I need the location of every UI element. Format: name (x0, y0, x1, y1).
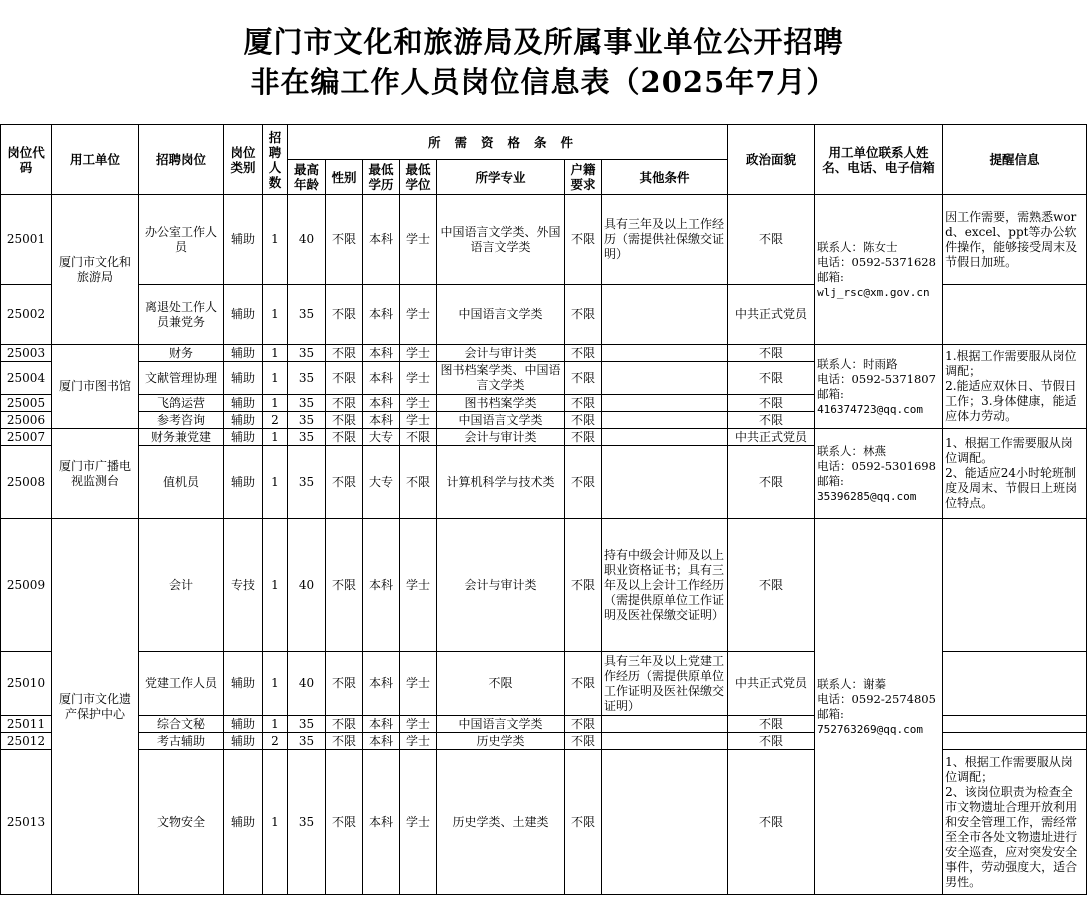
col-header-code: 岗位代码 (1, 125, 52, 195)
remark-cell: 1、根据工作需要服从岗位调配； 2、该岗位职责为检查全市文物遗址合理开放利用和安全管理工作，需经常至全市各处文物遗址进行安全巡查，应对突发安全事件，劳动强度大，适合男性。 (943, 750, 1087, 895)
cell-other (602, 750, 728, 895)
cell-age: 35 (288, 285, 326, 345)
title-line-1: 厦门市文化和旅游局及所属事业单位公开招聘 (243, 25, 844, 59)
cell-other (602, 412, 728, 429)
cell-degree: 不限 (400, 446, 437, 519)
col-header-unit: 用工单位 (52, 125, 139, 195)
cell-edu: 大专 (363, 446, 400, 519)
contact-email-label: 邮箱: (817, 269, 844, 284)
cell-gender: 不限 (326, 195, 363, 285)
cell-position: 值机员 (139, 446, 224, 519)
cell-hukou: 不限 (565, 716, 602, 733)
contact-name: 联系人：时雨路 (817, 356, 898, 371)
cell-political: 不限 (728, 395, 815, 412)
cell-political: 不限 (728, 412, 815, 429)
remark-cell (943, 285, 1087, 345)
unit-cell: 厦门市文化遗产保护中心 (52, 519, 139, 895)
cell-hukou: 不限 (565, 285, 602, 345)
cell-gender: 不限 (326, 750, 363, 895)
table-row (1, 195, 1087, 285)
cell-gender: 不限 (326, 412, 363, 429)
cell-degree: 学士 (400, 733, 437, 750)
contact-email: 416374723@qq.com (817, 402, 924, 416)
cell-code: 25013 (1, 750, 52, 895)
contact-email: 35396285@qq.com (817, 489, 917, 503)
contact-cell (815, 429, 943, 519)
cell-major: 中国语言文学类 (437, 412, 565, 429)
cell-major: 历史学类 (437, 733, 565, 750)
cell-edu: 大专 (363, 429, 400, 446)
cell-edu: 本科 (363, 285, 400, 345)
cell-count: 2 (263, 412, 288, 429)
cell-gender: 不限 (326, 652, 363, 716)
cell-edu: 本科 (363, 519, 400, 652)
cell-position: 考古辅助 (139, 733, 224, 750)
cell-major: 中国语言文学类 (437, 285, 565, 345)
cell-category: 辅助 (224, 733, 263, 750)
cell-edu: 本科 (363, 395, 400, 412)
cell-degree: 学士 (400, 395, 437, 412)
cell-degree: 不限 (400, 429, 437, 446)
cell-gender: 不限 (326, 285, 363, 345)
unit-cell: 厦门市广播电视监测台 (52, 429, 139, 519)
cell-age: 40 (288, 195, 326, 285)
cell-hukou: 不限 (565, 652, 602, 716)
cell-code: 25002 (1, 285, 52, 345)
contact-cell (815, 345, 943, 429)
cell-age: 35 (288, 395, 326, 412)
cell-other (602, 285, 728, 345)
cell-count: 1 (263, 716, 288, 733)
col-header-gender: 性别 (326, 160, 363, 195)
remark-cell (943, 716, 1087, 733)
remark-cell (943, 652, 1087, 716)
cell-edu: 本科 (363, 733, 400, 750)
cell-degree: 学士 (400, 195, 437, 285)
cell-major: 历史学类、土建类 (437, 750, 565, 895)
cell-degree: 学士 (400, 345, 437, 362)
contact-phone: 电话：0592-2574805 (817, 691, 936, 706)
cell-age: 35 (288, 733, 326, 750)
cell-major: 会计与审计类 (437, 429, 565, 446)
cell-major: 不限 (437, 652, 565, 716)
cell-age: 40 (288, 519, 326, 652)
cell-political: 不限 (728, 195, 815, 285)
remark-cell: 1.根据工作需要服从岗位调配； 2.能适应双休日、节假日工作；3.身体健康，能适应体力劳动。 (943, 345, 1087, 429)
cell-political: 不限 (728, 519, 815, 652)
contact-phone: 电话：0592-5371628 (817, 254, 936, 269)
cell-category: 辅助 (224, 446, 263, 519)
cell-code: 25001 (1, 195, 52, 285)
cell-political: 中共正式党员 (728, 285, 815, 345)
cell-count: 1 (263, 285, 288, 345)
cell-other (602, 429, 728, 446)
cell-other: 具有三年及以上工作经历（需提供社保缴交证明） (602, 195, 728, 285)
cell-hukou: 不限 (565, 195, 602, 285)
cell-position: 参考咨询 (139, 412, 224, 429)
cell-hukou: 不限 (565, 519, 602, 652)
cell-age: 40 (288, 652, 326, 716)
contact-phone: 电话：0592-5301698 (817, 458, 936, 473)
cell-major: 图书档案学类 (437, 395, 565, 412)
cell-other (602, 345, 728, 362)
cell-degree: 学士 (400, 285, 437, 345)
cell-political: 不限 (728, 716, 815, 733)
contact-email-label: 邮箱: (817, 706, 844, 721)
remark-cell (943, 733, 1087, 750)
cell-count: 2 (263, 733, 288, 750)
cell-other: 具有三年及以上党建工作经历（需提供原单位工作证明及医社保缴交证明） (602, 652, 728, 716)
cell-gender: 不限 (326, 395, 363, 412)
cell-gender: 不限 (326, 429, 363, 446)
cell-gender: 不限 (326, 362, 363, 395)
cell-other (602, 716, 728, 733)
cell-political: 不限 (728, 345, 815, 362)
cell-count: 1 (263, 429, 288, 446)
cell-position: 文物安全 (139, 750, 224, 895)
remark-cell: 因工作需要，需熟悉word、excel、ppt等办公软件操作，能够接受周末及节假日加班。 (943, 195, 1087, 285)
header-row-1 (1, 125, 1087, 160)
cell-position: 会计 (139, 519, 224, 652)
cell-hukou: 不限 (565, 446, 602, 519)
cell-category: 辅助 (224, 345, 263, 362)
cell-count: 1 (263, 652, 288, 716)
cell-position: 办公室工作人员 (139, 195, 224, 285)
table-row (1, 345, 1087, 362)
cell-age: 35 (288, 429, 326, 446)
positions-table (0, 124, 1087, 895)
contact-cell (815, 195, 943, 345)
cell-hukou: 不限 (565, 733, 602, 750)
cell-major: 中国语言文学类 (437, 716, 565, 733)
col-header-requirements: 所需资格条件 (288, 125, 728, 160)
contact-name: 联系人：谢蓁 (817, 676, 887, 691)
col-header-position: 招聘岗位 (139, 125, 224, 195)
cell-major: 会计与审计类 (437, 345, 565, 362)
cell-age: 35 (288, 446, 326, 519)
cell-other: 持有中级会计师及以上职业资格证书；具有三年及以上会计工作经历（需提供原单位工作证明及医社保缴交证明） (602, 519, 728, 652)
cell-edu: 本科 (363, 412, 400, 429)
cell-count: 1 (263, 395, 288, 412)
unit-cell: 厦门市图书馆 (52, 345, 139, 429)
cell-count: 1 (263, 446, 288, 519)
cell-code: 25012 (1, 733, 52, 750)
contact-name: 联系人：陈女士 (817, 239, 898, 254)
cell-political: 中共正式党员 (728, 652, 815, 716)
cell-position: 离退处工作人员兼党务 (139, 285, 224, 345)
table-row (1, 429, 1087, 446)
cell-major: 会计与审计类 (437, 519, 565, 652)
table-row (1, 519, 1087, 652)
cell-gender: 不限 (326, 446, 363, 519)
unit-cell: 厦门市文化和旅游局 (52, 195, 139, 345)
cell-degree: 学士 (400, 750, 437, 895)
col-header-count: 招聘人数 (263, 125, 288, 195)
cell-degree: 学士 (400, 652, 437, 716)
cell-category: 辅助 (224, 429, 263, 446)
cell-category: 辅助 (224, 412, 263, 429)
cell-political: 不限 (728, 362, 815, 395)
cell-position: 综合文秘 (139, 716, 224, 733)
cell-edu: 本科 (363, 362, 400, 395)
cell-code: 25009 (1, 519, 52, 652)
cell-age: 35 (288, 345, 326, 362)
cell-count: 1 (263, 195, 288, 285)
cell-degree: 学士 (400, 716, 437, 733)
cell-count: 1 (263, 750, 288, 895)
col-header-contact: 用工单位联系人姓名、电话、电子信箱 (815, 125, 943, 195)
page-title (0, 0, 1087, 124)
col-header-major: 所学专业 (437, 160, 565, 195)
cell-count: 1 (263, 345, 288, 362)
col-header-political: 政治面貌 (728, 125, 815, 195)
cell-code: 25011 (1, 716, 52, 733)
cell-category: 辅助 (224, 395, 263, 412)
cell-political: 不限 (728, 733, 815, 750)
cell-edu: 本科 (363, 195, 400, 285)
cell-edu: 本科 (363, 345, 400, 362)
cell-other (602, 446, 728, 519)
cell-hukou: 不限 (565, 412, 602, 429)
cell-hukou: 不限 (565, 429, 602, 446)
cell-gender: 不限 (326, 519, 363, 652)
contact-name: 联系人：林燕 (817, 443, 887, 458)
col-header-hukou: 户籍要求 (565, 160, 602, 195)
cell-age: 35 (288, 716, 326, 733)
contact-email: 752763269@qq.com (817, 722, 924, 736)
cell-hukou: 不限 (565, 362, 602, 395)
cell-code: 25007 (1, 429, 52, 446)
cell-major: 计算机科学与技术类 (437, 446, 565, 519)
cell-position: 党建工作人员 (139, 652, 224, 716)
cell-gender: 不限 (326, 733, 363, 750)
cell-degree: 学士 (400, 519, 437, 652)
cell-other (602, 733, 728, 750)
cell-position: 财务兼党建 (139, 429, 224, 446)
cell-code: 25008 (1, 446, 52, 519)
cell-position: 财务 (139, 345, 224, 362)
cell-major: 中国语言文学类、外国语言文学类 (437, 195, 565, 285)
contact-email-label: 邮箱: (817, 386, 844, 401)
remark-cell: 1、根据工作需要服从岗位调配。 2、能适应24小时轮班制度及周末、节假日上班岗位特点。 (943, 429, 1087, 519)
cell-count: 1 (263, 519, 288, 652)
cell-code: 25005 (1, 395, 52, 412)
cell-other (602, 362, 728, 395)
cell-degree: 学士 (400, 412, 437, 429)
cell-position: 文献管理协理 (139, 362, 224, 395)
col-header-degree: 最低学位 (400, 160, 437, 195)
cell-political: 中共正式党员 (728, 429, 815, 446)
col-header-remind: 提醒信息 (943, 125, 1087, 195)
cell-category: 辅助 (224, 716, 263, 733)
cell-category: 辅助 (224, 362, 263, 395)
cell-political: 不限 (728, 750, 815, 895)
contact-cell (815, 519, 943, 895)
cell-age: 35 (288, 362, 326, 395)
cell-political: 不限 (728, 446, 815, 519)
cell-category: 辅助 (224, 652, 263, 716)
col-header-age: 最高年龄 (288, 160, 326, 195)
col-header-edu: 最低学历 (363, 160, 400, 195)
cell-position: 飞鸽运营 (139, 395, 224, 412)
cell-age: 35 (288, 412, 326, 429)
cell-code: 25004 (1, 362, 52, 395)
contact-email: wlj_rsc@xm.gov.cn (817, 285, 930, 299)
cell-category: 辅助 (224, 285, 263, 345)
cell-hukou: 不限 (565, 395, 602, 412)
cell-category: 专技 (224, 519, 263, 652)
title-line-2: 非在编工作人员岗位信息表（2025年7月） (250, 65, 837, 99)
cell-hukou: 不限 (565, 345, 602, 362)
cell-code: 25006 (1, 412, 52, 429)
col-header-other: 其他条件 (602, 160, 728, 195)
cell-age: 35 (288, 750, 326, 895)
cell-major: 图书档案学类、中国语言文学类 (437, 362, 565, 395)
cell-code: 25010 (1, 652, 52, 716)
cell-degree: 学士 (400, 362, 437, 395)
remark-cell (943, 519, 1087, 652)
cell-other (602, 395, 728, 412)
cell-category: 辅助 (224, 195, 263, 285)
cell-category: 辅助 (224, 750, 263, 895)
col-header-category: 岗位类别 (224, 125, 263, 195)
cell-edu: 本科 (363, 652, 400, 716)
cell-gender: 不限 (326, 716, 363, 733)
contact-email-label: 邮箱: (817, 473, 844, 488)
cell-code: 25003 (1, 345, 52, 362)
contact-phone: 电话：0592-5371807 (817, 371, 936, 386)
cell-edu: 本科 (363, 716, 400, 733)
cell-hukou: 不限 (565, 750, 602, 895)
cell-gender: 不限 (326, 345, 363, 362)
cell-edu: 本科 (363, 750, 400, 895)
cell-count: 1 (263, 362, 288, 395)
